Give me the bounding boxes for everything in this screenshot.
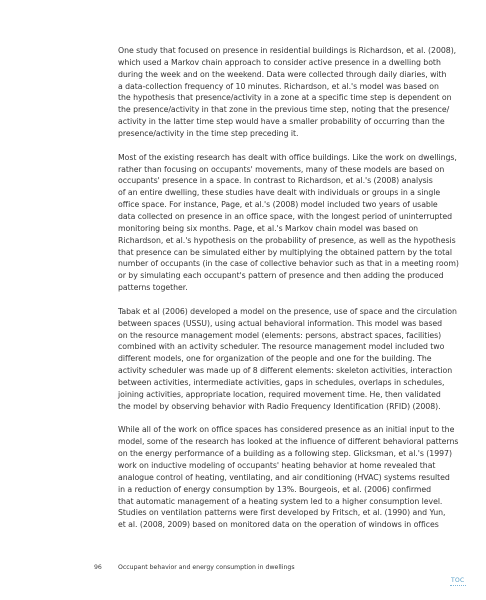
toc-link[interactable]: TOC bbox=[451, 577, 465, 584]
text-line: joining activities, appropriate location, required movement time. He, then validated bbox=[118, 389, 441, 399]
text-line: different models, one for organization of the people and one for the building. The bbox=[118, 354, 432, 364]
text-line: While all of the work on office spaces has considered presence as an initial input to the bbox=[118, 425, 455, 435]
text-line: rather than focusing on occupants' movements, many of these models are based on bbox=[118, 164, 445, 174]
paragraph-1 bbox=[118, 45, 468, 140]
text-line: or by simulating each occupant's pattern of presence and then adding the produced bbox=[118, 271, 444, 281]
text-line: a data-collection frequency of 10 minutes. Richardson, et al.'s model was based on bbox=[118, 81, 439, 91]
text-line: between activities, intermediate activities, gaps in schedules, overlaps in schedules, bbox=[118, 377, 445, 387]
text-line: patterns together. bbox=[118, 283, 188, 293]
text-line: between spaces (USSU), using actual behavioral information. This model was based bbox=[118, 318, 442, 328]
text-line: combined with an activity scheduler. The resource management model included two bbox=[118, 342, 445, 352]
text-line: analogue control of heating, ventilating, and air conditioning (HVAC) systems resulted bbox=[118, 472, 450, 482]
text-line: occupants' presence in a space. In contrast to Richardson, et al.'s (2008) analysis bbox=[118, 176, 433, 186]
text-line: the presence/activity in that zone in the previous time step, noting that the presence/ bbox=[118, 105, 450, 115]
text-line: number of occupants (in the case of collective behavior such as that in a meeting room) bbox=[118, 259, 459, 269]
text-line: Richardson, et al.'s hypothesis on the probability of presence, as well as the hypothesis bbox=[118, 235, 456, 245]
text-line: the model by observing behavior with Radio Frequency Identification (RFID) (2008). bbox=[118, 401, 441, 411]
text-line: activity scheduler was made up of 8 different elements: skeleton activities, interaction bbox=[118, 366, 453, 376]
text-line: on the energy performance of a building as a following step. Glicksman, et al.'s (1997) bbox=[118, 449, 452, 459]
text-line: data collected on presence in an office space, with the longest period of uninterrupted bbox=[118, 211, 453, 221]
text-line: that automatic management of a heating system led to a higher consumption level. bbox=[118, 496, 443, 506]
paragraph-3 bbox=[118, 306, 468, 413]
text-line: One study that focused on presence in residential buildings is Richardson, et al. (2008), bbox=[118, 46, 457, 55]
text-line: Studies on ventilation patterns were first developed by Fritsch, et al. (1990) and Yun, bbox=[118, 508, 446, 518]
text-line: that presence can be simulated either by multiplying the obtained pattern by the total bbox=[118, 247, 452, 257]
text-line: of an entire dwelling, these studies have dealt with individuals or groups in a single bbox=[118, 188, 441, 198]
text-line: the hypothesis that presence/activity in a zone at a specific time step is dependent on bbox=[118, 93, 452, 103]
body-text bbox=[118, 45, 468, 543]
page-number: 96 bbox=[94, 564, 102, 571]
paragraph-4 bbox=[118, 424, 468, 531]
toc-link-underline bbox=[450, 585, 466, 586]
paragraph-2 bbox=[118, 152, 468, 294]
text-line: model, some of the research has looked at the influence of different behavioral patterns bbox=[118, 437, 459, 447]
running-title: Occupant behavior and energy consumption in dwellings bbox=[118, 564, 295, 571]
text-line: activity in the latter time step would have a smaller probability of occurring than the bbox=[118, 117, 445, 127]
text-line: on the resource management model (elements: persons, abstract spaces, facilities) bbox=[118, 330, 442, 340]
text-line: in a reduction of energy consumption by 13%. Bourgeois, et al. (2006) confirmed bbox=[118, 484, 432, 494]
text-line: et al. (2008, 2009) based on monitored data on the operation of windows in offices bbox=[118, 520, 439, 530]
text-line: presence/activity in the time step preceding it. bbox=[118, 128, 299, 138]
text-line: monitoring being six months. Page, et al.'s Markov chain model was based on bbox=[118, 223, 419, 233]
text-line: during the week and on the weekend. Data were collected through daily diaries, with bbox=[118, 69, 447, 79]
text-line: work on inductive modeling of occupants' heating behavior at home revealed that bbox=[118, 461, 436, 470]
page-footer bbox=[0, 564, 486, 578]
text-line: Tabak et al (2006) developed a model on the presence, use of space and the circulation bbox=[118, 306, 457, 316]
text-line: office space. For instance, Page, et al.'s (2008) model included two years of usable bbox=[118, 200, 438, 210]
text-line: Most of the existing research has dealt with office buildings. Like the work on dwellings, bbox=[118, 152, 457, 162]
text-line: which used a Markov chain approach to consider active presence in a dwelling both bbox=[118, 57, 441, 67]
